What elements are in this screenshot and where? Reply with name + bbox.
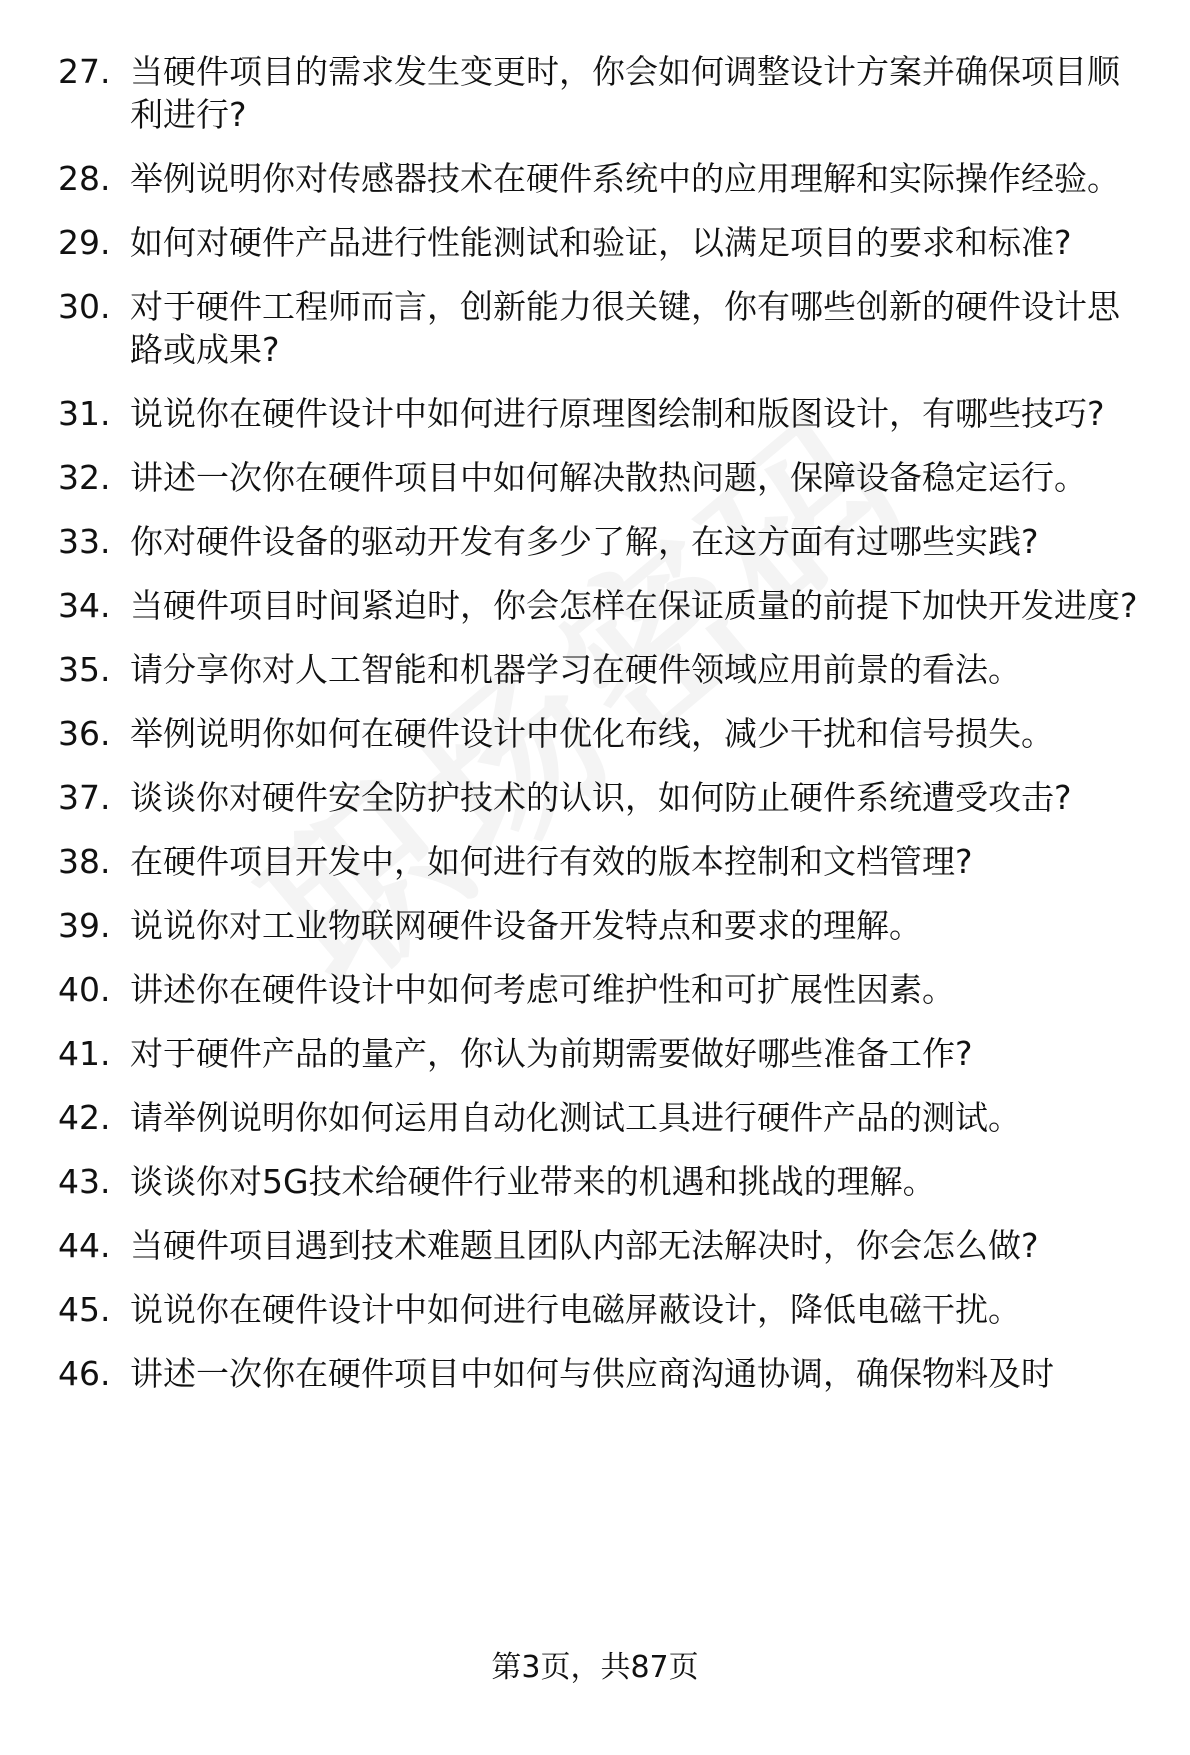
question-number: 37. <box>58 778 111 817</box>
question-text: 说说你在硬件设计中如何进行原理图绘制和版图设计，有哪些技巧? <box>130 394 1105 433</box>
question-text: 举例说明你对传感器技术在硬件系统中的应用理解和实际操作经验。 <box>130 159 1120 198</box>
question-item <box>58 584 1148 627</box>
question-item <box>58 1160 1148 1203</box>
question-number: 44. <box>58 1226 111 1265</box>
question-number: 40. <box>58 970 111 1009</box>
question-number: 45. <box>58 1290 111 1329</box>
page-number-label: 第3页，共87页 <box>491 1650 699 1685</box>
question-text: 对于硬件工程师而言，创新能力很关键，你有哪些创新的硬件设计思路或成果? <box>130 287 1120 369</box>
question-text: 请举例说明你如何运用自动化测试工具进行硬件产品的测试。 <box>130 1098 1021 1137</box>
question-number: 41. <box>58 1034 111 1073</box>
question-text: 讲述一次你在硬件项目中如何解决散热问题，保障设备稳定运行。 <box>130 458 1087 497</box>
question-item <box>58 1352 1148 1395</box>
question-text: 当硬件项目遇到技术难题且团队内部无法解决时，你会怎么做? <box>130 1226 1039 1265</box>
question-number: 33. <box>58 522 111 561</box>
question-item <box>58 1096 1148 1139</box>
question-number: 30. <box>58 287 111 326</box>
question-number: 34. <box>58 586 111 625</box>
question-number: 42. <box>58 1098 111 1137</box>
question-text: 说说你在硬件设计中如何进行电磁屏蔽设计，降低电磁干扰。 <box>130 1290 1021 1329</box>
question-item <box>58 520 1148 563</box>
question-item <box>58 221 1148 264</box>
question-item <box>58 968 1148 1011</box>
question-number: 31. <box>58 394 111 433</box>
question-item <box>58 392 1148 435</box>
question-number: 28. <box>58 159 111 198</box>
question-item <box>58 1288 1148 1331</box>
question-text: 如何对硬件产品进行性能测试和验证，以满足项目的要求和标准? <box>130 223 1072 262</box>
question-number: 36. <box>58 714 111 753</box>
question-number: 39. <box>58 906 111 945</box>
question-list <box>58 50 1148 1416</box>
question-item <box>58 776 1148 819</box>
question-text: 说说你对工业物联网硬件设备开发特点和要求的理解。 <box>130 906 922 945</box>
question-item <box>58 456 1148 499</box>
question-number: 27. <box>58 52 111 91</box>
question-item <box>58 157 1148 200</box>
question-text: 讲述你在硬件设计中如何考虑可维护性和可扩展性因素。 <box>130 970 955 1009</box>
page-footer <box>0 1648 1190 1688</box>
question-number: 32. <box>58 458 111 497</box>
question-text: 谈谈你对5G技术给硬件行业带来的机遇和挑战的理解。 <box>130 1162 936 1201</box>
question-number: 38. <box>58 842 111 881</box>
question-text: 谈谈你对硬件安全防护技术的认识，如何防止硬件系统遭受攻击? <box>130 778 1072 817</box>
question-item <box>58 840 1148 883</box>
question-item <box>58 712 1148 755</box>
question-text: 请分享你对人工智能和机器学习在硬件领域应用前景的看法。 <box>130 650 1021 689</box>
question-item <box>58 50 1148 136</box>
question-text: 对于硬件产品的量产，你认为前期需要做好哪些准备工作? <box>130 1034 973 1073</box>
question-text: 在硬件项目开发中，如何进行有效的版本控制和文档管理? <box>130 842 973 881</box>
question-text: 你对硬件设备的驱动开发有多少了解，在这方面有过哪些实践? <box>130 522 1039 561</box>
question-text: 举例说明你如何在硬件设计中优化布线，减少干扰和信号损失。 <box>130 714 1054 753</box>
question-item <box>58 904 1148 947</box>
question-text: 讲述一次你在硬件项目中如何与供应商沟通协调，确保物料及时 <box>130 1354 1054 1393</box>
question-item <box>58 1224 1148 1267</box>
question-item <box>58 648 1148 691</box>
question-number: 29. <box>58 223 111 262</box>
question-item <box>58 285 1148 371</box>
question-item <box>58 1032 1148 1075</box>
question-text: 当硬件项目的需求发生变更时，你会如何调整设计方案并确保项目顺利进行? <box>130 52 1120 134</box>
question-number: 43. <box>58 1162 111 1201</box>
question-text: 当硬件项目时间紧迫时，你会怎样在保证质量的前提下加快开发进度? <box>130 586 1138 625</box>
question-number: 35. <box>58 650 111 689</box>
question-number: 46. <box>58 1354 111 1393</box>
